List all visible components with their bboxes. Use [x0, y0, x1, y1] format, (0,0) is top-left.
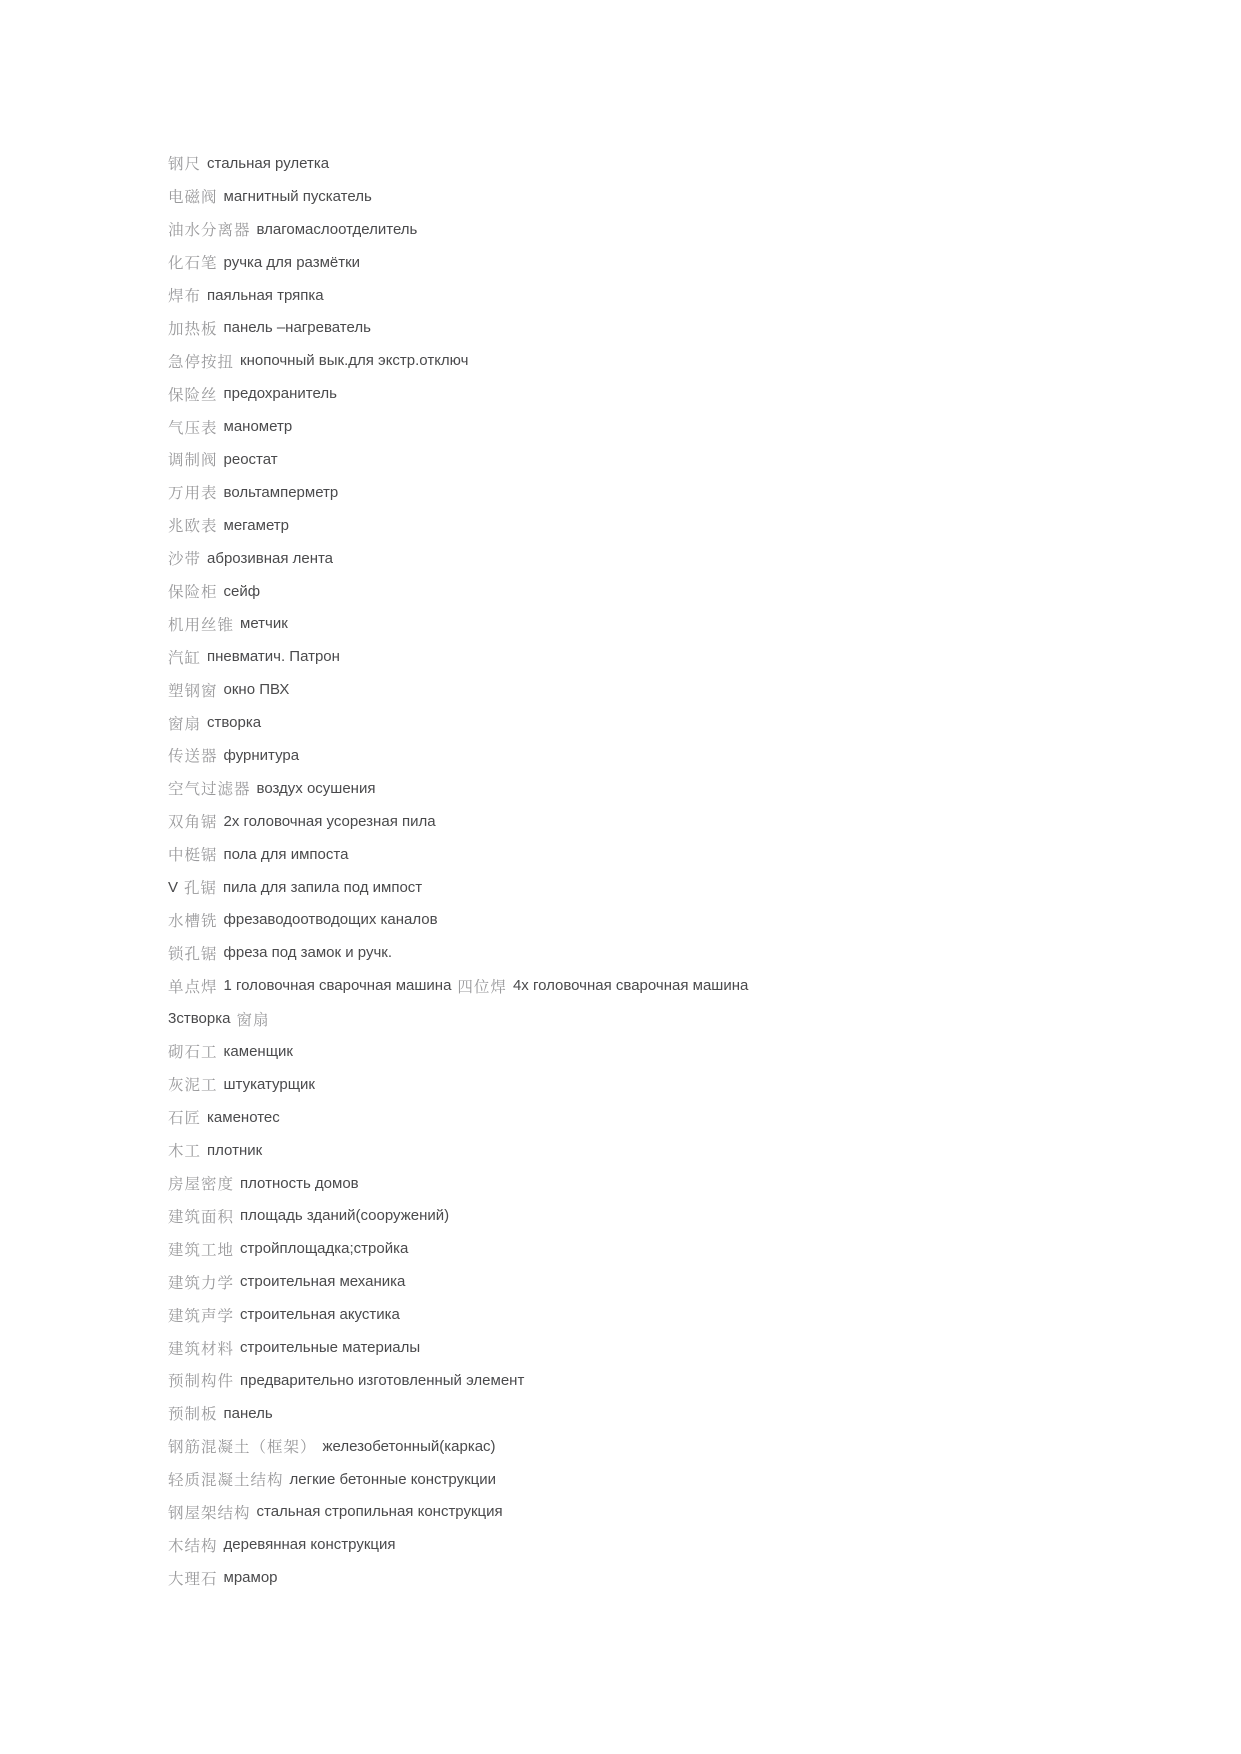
glossary-entry [168, 706, 1201, 739]
term-chinese: 机用丝锥 [168, 615, 235, 634]
term-chinese: 建筑材料 [168, 1339, 235, 1358]
term-russian: окно ПВХ [223, 681, 290, 699]
term-russian: штукатурщик [223, 1075, 315, 1093]
term-chinese: 灰泥工 [168, 1076, 218, 1095]
term-chinese: 建筑声学 [168, 1306, 235, 1325]
glossary-entry [168, 1528, 1201, 1561]
term-russian: кнопочный вык.для экстр.отключ [240, 352, 469, 370]
glossary-entry [168, 607, 1201, 640]
term-russian: строительная механика [240, 1273, 406, 1291]
glossary-entry [168, 213, 1201, 246]
term-chinese: 加热板 [168, 319, 218, 338]
glossary-entry [168, 1430, 1201, 1463]
term-russian: сейф [223, 582, 261, 600]
term-russian: деревянная конструкция [223, 1536, 396, 1554]
term-chinese: 焊布 [168, 287, 202, 305]
term-chinese: 保险柜 [168, 583, 218, 602]
term-russian: метчик [240, 615, 288, 633]
term-russian: площадь зданий(сооружений) [240, 1207, 450, 1225]
term-chinese: 预制构件 [168, 1372, 235, 1391]
glossary-entry [168, 936, 1201, 969]
glossary-entry [168, 772, 1201, 805]
glossary-entry [168, 476, 1201, 509]
term-chinese: 锁孔锯 [168, 944, 218, 963]
term-chinese: 水槽铣 [168, 911, 218, 930]
glossary-entry [168, 1561, 1201, 1594]
term-chinese: 石匠 [168, 1109, 202, 1128]
glossary-entry [168, 575, 1201, 608]
glossary-entry [168, 969, 1201, 1002]
term-russian: 4х головочная сварочная машина [512, 977, 749, 995]
term-russian: панель [223, 1404, 273, 1422]
glossary-entry [168, 1101, 1201, 1134]
term-russian: фурнитура [223, 746, 300, 764]
glossary-entry [168, 805, 1201, 838]
glossary-entry [168, 279, 1201, 312]
glossary-entry [168, 1200, 1201, 1233]
term-russian: строительные материалы [240, 1339, 421, 1356]
glossary-entry [168, 1002, 1201, 1035]
term-russian: мрамор [223, 1569, 278, 1587]
term-russian: реостат [223, 450, 278, 468]
glossary-entry [168, 673, 1201, 706]
glossary-entry [168, 1331, 1201, 1364]
term-chinese: 孔锯 [184, 879, 218, 898]
glossary-entry [168, 1298, 1201, 1331]
glossary-entry [168, 1232, 1201, 1265]
term-russian: аброзивная лента [207, 549, 334, 567]
term-chinese: 窗扇 [236, 1010, 270, 1029]
term-chinese: 传送器 [168, 747, 218, 766]
term-chinese: 木结构 [168, 1536, 218, 1555]
term-chinese: 建筑面积 [168, 1207, 235, 1226]
term-russian: вольтамперметр [223, 483, 339, 501]
term-russian: пола для импоста [223, 845, 349, 863]
term-russian: пила для запила под импост [223, 878, 423, 896]
term-chinese: 建筑力学 [168, 1273, 235, 1292]
glossary-entry [168, 1496, 1201, 1529]
glossary-entry [168, 1397, 1201, 1430]
term-chinese: 调制阀 [168, 451, 218, 470]
glossary-entry [168, 542, 1201, 575]
glossary-list [168, 147, 1201, 1594]
term-chinese: 气压表 [168, 418, 218, 437]
glossary-entry [168, 903, 1201, 936]
term-russian: предварительно изготовленный элемент [240, 1371, 525, 1389]
glossary-entry [168, 871, 1201, 904]
term-russian: стройплощадка;стройка [240, 1240, 409, 1258]
glossary-entry [168, 147, 1201, 180]
term-russian: магнитный пускатель [223, 187, 372, 205]
term-russian: предохранитель [223, 385, 337, 403]
glossary-entry [168, 1167, 1201, 1200]
term-russian: мегаметр [223, 516, 290, 534]
term-russian: 3створка [168, 1010, 231, 1028]
term-chinese: 四位焊 [457, 977, 507, 996]
term-chinese: 大理石 [168, 1569, 218, 1588]
term-russian: влагомаслоотделитель [256, 220, 418, 238]
term-chinese: 兆欧表 [168, 517, 218, 536]
glossary-entry [168, 509, 1201, 542]
term-chinese: 预制板 [168, 1405, 218, 1424]
glossary-entry [168, 443, 1201, 476]
term-russian: фреза под замок и ручк. [223, 944, 393, 962]
term-chinese: 钢筋混凝土（框架） [168, 1438, 317, 1457]
term-chinese: 木工 [168, 1142, 202, 1161]
glossary-entry [168, 344, 1201, 377]
term-russian: железобетонный(каркас) [322, 1437, 496, 1455]
term-russian: каменщик [223, 1042, 293, 1060]
term-russian: каменотес [207, 1108, 280, 1126]
term-chinese: 轻质混凝土结构 [168, 1471, 284, 1490]
term-chinese: 钢尺 [168, 155, 202, 174]
term-russian: панель –нагреватель [223, 319, 371, 337]
term-chinese: 电磁阀 [168, 188, 218, 207]
glossary-entry [168, 1463, 1201, 1496]
term-russian: строительная акустика [240, 1306, 400, 1324]
term-russian: стальная рулетка [207, 154, 330, 172]
term-russian: стальная стропильная конструкция [256, 1503, 503, 1521]
term-russian: манометр [223, 418, 293, 436]
term-chinese: 建筑工地 [168, 1240, 235, 1259]
glossary-entry [168, 180, 1201, 213]
term-russian: створка [207, 714, 262, 732]
glossary-entry [168, 838, 1201, 871]
term-chinese: 保险丝 [168, 385, 218, 404]
term-russian: воздух осушения [256, 779, 376, 797]
term-chinese: 双角锯 [168, 813, 218, 832]
glossary-entry [168, 410, 1201, 443]
glossary-entry [168, 1035, 1201, 1068]
term-chinese: 沙带 [168, 550, 202, 569]
term-chinese: 单点焊 [168, 977, 218, 996]
term-chinese: 钢屋架结构 [168, 1503, 251, 1522]
term-chinese: 砌石工 [168, 1043, 218, 1062]
term-chinese: 汽缸 [168, 648, 202, 667]
term-chinese: 化石笔 [168, 254, 218, 273]
glossary-entry [168, 311, 1201, 344]
glossary-entry [168, 1265, 1201, 1298]
term-russian: ручка для размётки [223, 253, 361, 271]
term-chinese: 油水分离器 [168, 221, 251, 240]
term-chinese: 急停按扭 [168, 352, 235, 371]
term-russian: 2х головочная усорезная пила [223, 812, 436, 830]
term-russian: плотность домов [240, 1174, 359, 1192]
glossary-entry [168, 1134, 1201, 1167]
term-chinese: 万用表 [168, 484, 218, 503]
glossary-entry [168, 1364, 1201, 1397]
glossary-entry [168, 246, 1201, 279]
term-russian: паяльная тряпка [207, 286, 324, 304]
term-chinese: 房屋密度 [168, 1175, 235, 1194]
glossary-entry [168, 739, 1201, 772]
glossary-entry [168, 1068, 1201, 1101]
term-chinese: 中梃锯 [168, 846, 218, 865]
glossary-entry [168, 377, 1201, 410]
term-russian: пневматич. Патрон [207, 648, 340, 666]
term-russian: легкие бетонные конструкции [289, 1470, 497, 1488]
term-chinese: 窗扇 [168, 714, 202, 733]
glossary-entry [168, 640, 1201, 673]
term-chinese: 空气过滤器 [168, 780, 251, 799]
term-russian: плотник [207, 1141, 263, 1159]
term-russian: фрезаводоотводощих каналов [223, 911, 438, 929]
term-chinese: 塑钢窗 [168, 681, 218, 700]
term-russian: V [168, 878, 179, 896]
term-russian: 1 головочная сварочная машина [223, 977, 452, 995]
